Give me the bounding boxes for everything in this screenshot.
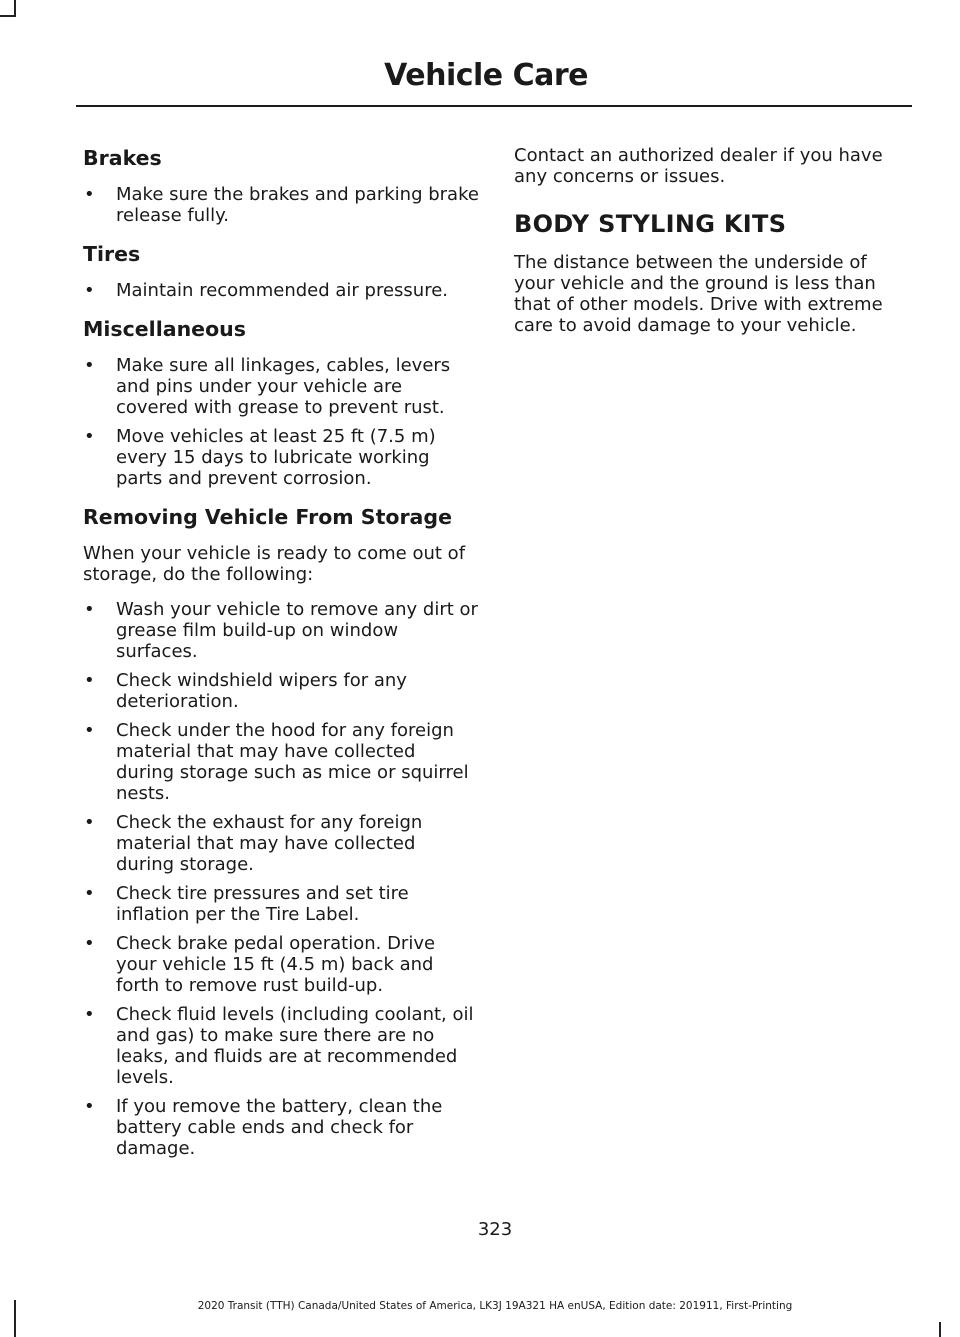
list-item-text: Check windshield wipers for any deterioration.	[116, 670, 407, 712]
header-rule	[76, 105, 912, 107]
list-item	[83, 883, 479, 925]
list-item-text: Check brake pedal operation. Drive your vehicle 15 ft (4.5 m) back and forth to remove rust build-up.	[116, 933, 436, 996]
removing-storage-list	[83, 599, 479, 1159]
list-item	[83, 355, 479, 418]
bullet-icon: •	[84, 812, 95, 833]
list-item-text: Check under the hood for any foreign material that may have collected during storage such as mice or squirrel nests.	[116, 720, 469, 804]
page-number: 323	[477, 1219, 513, 1240]
list-item	[83, 812, 479, 875]
list-item-text: Move vehicles at least 25 ft (7.5 m) every 15 days to lubricate working parts and prevent corrosion.	[116, 426, 436, 489]
bullet-icon: •	[84, 1096, 95, 1117]
bullet-icon: •	[84, 184, 95, 205]
list-item	[83, 599, 479, 662]
bullet-icon: •	[84, 599, 95, 620]
bullet-icon: •	[84, 883, 95, 904]
brakes-list	[83, 184, 479, 226]
left-column	[83, 145, 479, 1174]
bullet-icon: •	[84, 280, 95, 301]
list-item	[83, 184, 479, 226]
brakes-heading: Brakes	[83, 146, 162, 170]
crop-mark-right	[939, 1322, 941, 1337]
list-item-text: Check tire pressures and set tire inflation per the Tire Label.	[116, 883, 409, 925]
brakes-section	[83, 145, 479, 226]
list-item-text: If you remove the battery, clean the battery cable ends and check for damage.	[116, 1096, 443, 1159]
body-styling-text: The distance between the underside of your vehicle and the ground is less than that of other models. Drive with extreme care to avoid damage to your vehicle.	[514, 252, 883, 336]
miscellaneous-list	[83, 355, 479, 489]
removing-storage-intro: When your vehicle is ready to come out of storage, do the following:	[83, 543, 466, 585]
bullet-icon: •	[84, 1004, 95, 1025]
bullet-icon: •	[84, 720, 95, 741]
bullet-icon: •	[84, 426, 95, 447]
list-item-text: Check fluid levels (including coolant, oil and gas) to make sure there are no leaks, and fluids are at recommended levels.	[116, 1004, 474, 1088]
list-item-text: Make sure all linkages, cables, levers and pins under your vehicle are covered with grease to prevent rust.	[116, 355, 451, 418]
list-item	[83, 720, 479, 804]
body-styling-heading: BODY STYLING KITS	[514, 210, 787, 238]
list-item-text: Make sure the brakes and parking brake release fully.	[116, 184, 479, 226]
list-item	[83, 933, 479, 996]
bullet-icon: •	[84, 670, 95, 691]
list-item	[83, 1004, 479, 1088]
list-item	[83, 426, 479, 489]
miscellaneous-section	[83, 316, 479, 489]
contact-dealer-text: Contact an authorized dealer if you have any concerns or issues.	[514, 145, 883, 187]
crop-mark-top-left-horizontal	[0, 15, 16, 17]
list-item	[83, 280, 479, 301]
tires-heading: Tires	[83, 242, 141, 266]
removing-storage-section	[83, 504, 479, 1159]
footer-edition-text: 2020 Transit (TTH) Canada/United States of America, LK3J 19A321 HA enUSA, Edition date: 201911, First-Printing	[197, 1300, 793, 1312]
bullet-icon: •	[84, 933, 95, 954]
bullet-icon: •	[84, 355, 95, 376]
right-column	[514, 145, 910, 350]
list-item	[83, 670, 479, 712]
removing-storage-heading: Removing Vehicle From Storage	[83, 505, 452, 529]
tires-section	[83, 241, 479, 301]
list-item	[83, 1096, 479, 1159]
list-item-text: Wash your vehicle to remove any dirt or grease film build-up on window surfaces.	[116, 599, 478, 662]
miscellaneous-heading: Miscellaneous	[83, 317, 246, 341]
list-item-text: Check the exhaust for any foreign material that may have collected during storage.	[116, 812, 423, 875]
tires-list	[83, 280, 479, 301]
list-item-text: Maintain recommended air pressure.	[116, 280, 448, 301]
page-title: Vehicle Care	[384, 58, 588, 93]
body-styling-section	[514, 209, 910, 336]
